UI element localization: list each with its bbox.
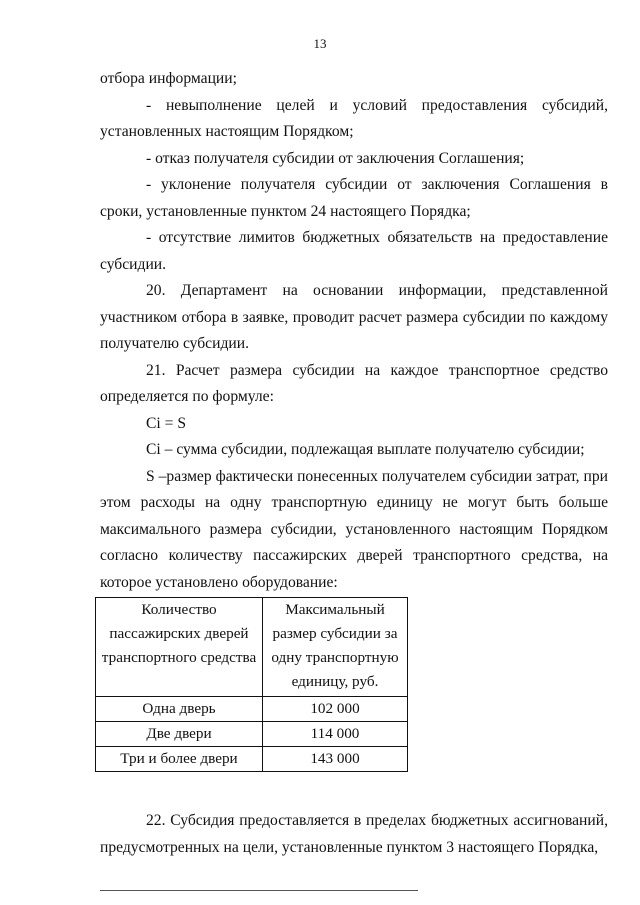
page-number: 13 [313,36,327,51]
table-header-row [96,598,408,697]
paragraph-22: 22. Субсидия предоставляется в пределах бюджетных ассигнований, предусмотренных на цели, установленные пунктом 3 настоящего Порядка, [100,812,608,856]
table-cell-doors: Три и более двери [96,747,263,772]
table-row [96,697,408,722]
table-cell-amount: 143 000 [263,747,408,772]
paragraph-20: 20. Департамент на основании информации, представленной участником отбора в заявке, проводит расчет размера субсидии по каждому получателю субсидии. [100,282,608,352]
paragraph-ci-definition: Ci – сумма субсидии, подлежащая выплате получателю субсидии; [146,441,585,458]
paragraph-3: - уклонение получателя субсидии от заключения Соглашения в сроки, установленные пунктом 24 настоящего Порядка; [100,176,608,220]
table-row [96,722,408,747]
paragraph-0: отбора информации; [100,70,237,87]
table-cell-amount: 102 000 [263,697,408,722]
paragraph-s-definition: S –размер фактически понесенных получателем субсидии затрат, при этом расходы на одну транспортную единицу не могут быть больше максимального размера субсидии, установленного настоящим Порядком согласно количеству пассажирских дверей транспортного средства, на которое установлено оборудование: [100,467,608,591]
table-cell-amount: 114 000 [263,722,408,747]
paragraph-2: - отказ получателя субсидии от заключения Соглашения; [146,149,525,167]
table-header-doors: Количество пассажирских дверей транспортного средства [96,598,263,697]
formula: Ci = S [146,414,186,432]
footer-divider [100,890,418,891]
paragraph-21: 21. Расчет размера субсидии на каждое транспортное средство определяется по формуле: [100,361,608,405]
document-body [100,66,608,861]
table-cell-doors: Одна дверь [96,697,263,722]
table-row [96,747,408,772]
table-cell-doors: Две двери [96,722,263,747]
paragraph-1: - невыполнение целей и условий предоставления субсидий, установленных настоящим Порядком; [100,96,608,140]
paragraph-4: - отсутствие лимитов бюджетных обязательств на предоставление субсидии. [100,229,608,273]
table-header-amount: Максимальный размер субсидии за одну транспортную единицу, руб. [263,598,408,697]
subsidy-table [95,597,408,772]
